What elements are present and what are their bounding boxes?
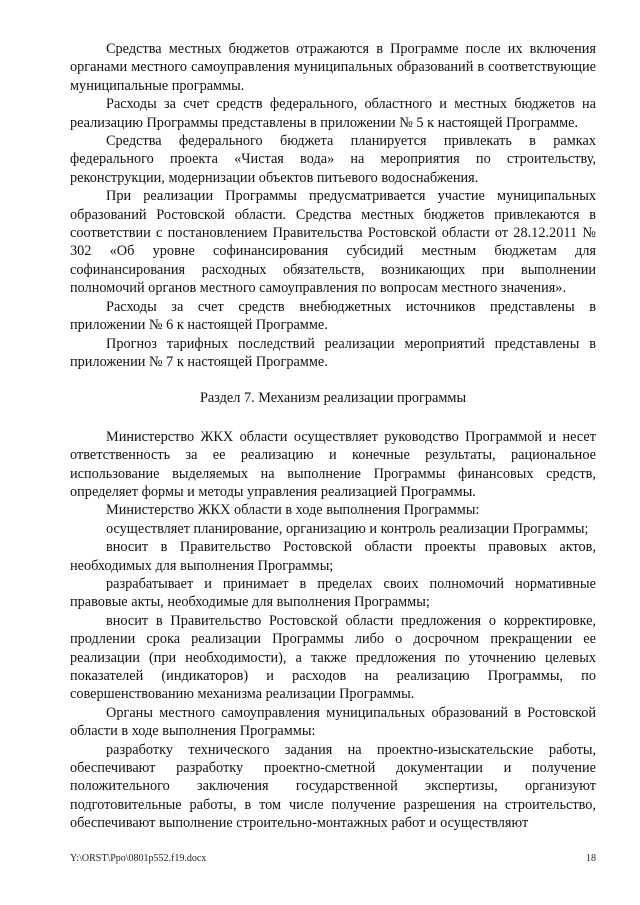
paragraph: разрабатывает и принимает в пределах своих полномочий нормативные правовые акты, необходимые для выполнения Программы; xyxy=(70,575,596,611)
file-path: Y:\ORST\Ppo\0801p552.f19.docx xyxy=(70,853,207,864)
paragraph: Министерство ЖКХ области осуществляет руководство Программой и несет ответственность за ее реализацию и конечные результаты, рациональное использование выделяемых на выполнение Программы финансовых средств, определяет формы и методы управления реализацией Программы. xyxy=(70,428,596,500)
section-heading: Раздел 7. Механизм реализации программы xyxy=(199,390,467,407)
paragraph: вносит в Правительство Ростовской области проекты правовых актов, необходимых для выполнения Программы; xyxy=(70,539,596,574)
paragraph: разработку технического задания на проектно-изыскательские работы, обеспечивают разработку проектно-сметной документации и получение положительного заключения государственной экспертизы, организуют подготовительные работы, в том числе получение разрешения на строительство, обеспечивают выполнение строительно-монтажных работ и осуществляют xyxy=(70,741,596,832)
paragraph: Органы местного самоуправления муниципальных образований в Ростовской области в ходе выполнения Программы: xyxy=(70,704,596,740)
paragraph: Расходы за счет средств федерального, областного и местных бюджетов на реализацию Программы представлены в приложении № 5 к настоящей Программе. xyxy=(70,96,596,131)
paragraph: Средства федерального бюджета планируется привлекать в рамках федерального проекта «Чистая вода» на мероприятия по строительству, реконструкции, модернизации объектов питьевого водоснабжения. xyxy=(70,133,596,186)
document-body xyxy=(70,40,596,833)
paragraph: Министерство ЖКХ области в ходе выполнения Программы: xyxy=(106,502,480,519)
paragraph: Средства местных бюджетов отражаются в Программе после их включения органами местного самоуправления муниципальных образований в соответствующие муниципальные программы. xyxy=(70,41,596,94)
page-number: 18 xyxy=(586,853,596,864)
paragraph: Расходы за счет средств внебюджетных источников представлены в приложении № 6 к настоящей Программе. xyxy=(70,298,596,334)
paragraph: вносит в Правительство Ростовской области предложения о корректировке, продлении срока реализации Программы либо о досрочном прекращении ее реализации (при необходимости), а также предложения по уточнению целевых показателей (индикаторов) и расходов на реализацию Программы, по совершенствованию механизма реализации Программы. xyxy=(70,612,596,703)
paragraph: При реализации Программы предусматривается участие муниципальных образований Ростовской области. Средства местных бюджетов привлекаются в соответствии с постановлением Правительства Ростовской области от 28.12.2011 № 302 «Об уровне софинансирования субсидий местным бюджетам для софинансирования расходных обязательств, возникающих при выполнении полномочий органов местного самоуправления по вопросам местного значения». xyxy=(70,188,596,297)
paragraph: осуществляет планирование, организацию и контроль реализации Программы; xyxy=(106,520,589,537)
paragraph: Прогноз тарифных последствий реализации мероприятий представлены в приложении № 7 к настоящей Программе. xyxy=(70,335,596,370)
